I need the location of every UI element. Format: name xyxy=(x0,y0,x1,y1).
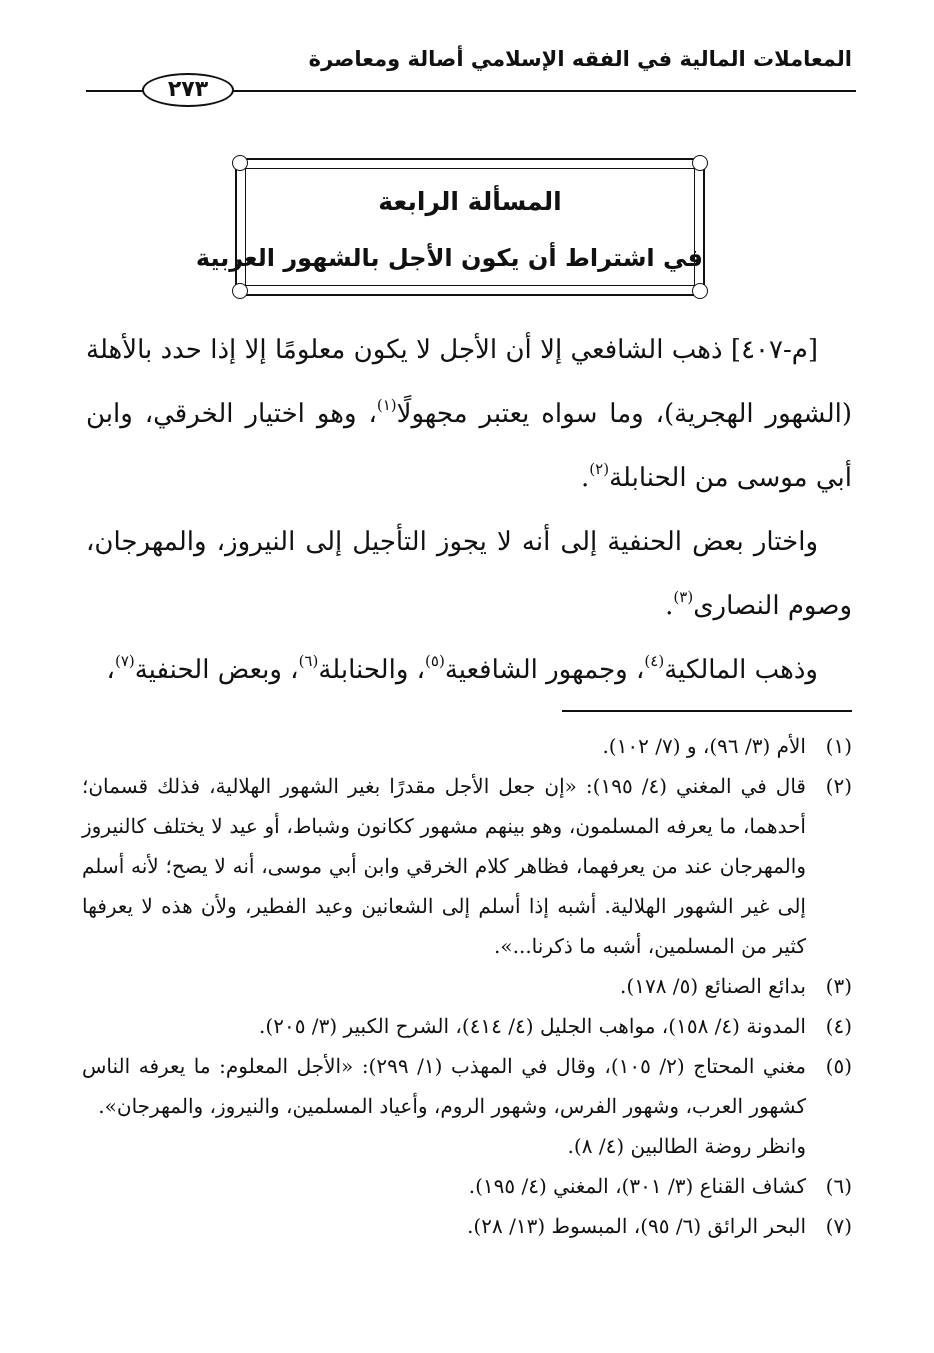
footnote-separator xyxy=(562,710,852,712)
frame-corner-ornament-icon xyxy=(692,155,708,171)
footnote-item xyxy=(82,766,852,966)
footnote-text: المدونة (٤/ ١٥٨)، مواهب الجليل (٤/ ٤١٤)، الشرح الكبير (٣/ ٢٠٥). xyxy=(259,1014,806,1038)
section-subheading: في اشتراط أن يكون الأجل بالشهور العربية xyxy=(195,244,703,272)
footnote-number: (٦) xyxy=(825,1174,852,1198)
footnote-ref[interactable]: (٥) xyxy=(425,652,445,670)
footnote-ref[interactable]: (٤) xyxy=(644,652,665,670)
footnote-item xyxy=(82,1006,852,1046)
paragraph-3-text-c: ، والحنابلة xyxy=(318,655,426,685)
paragraph-3 xyxy=(86,638,852,702)
footnote-ref[interactable]: (٦) xyxy=(298,652,319,670)
section-title-frame xyxy=(195,158,705,296)
paragraph-3-text-e: ، xyxy=(106,655,115,685)
footnote-continuation: وانظر روضة الطالبين (٤/ ٨). xyxy=(567,1134,806,1158)
paragraph-1-text-a: [م-٤٠٧] ذهب الشافعي إلا أن الأجل لا يكون معلومًا إلا إذا حدد بالأهلة (الشهور الهجرية)، وما سواه يعتبر مجهولًا xyxy=(86,335,852,429)
paragraph-2-text-a: واختار بعض الحنفية إلى أنه لا يجوز التأجيل إلى النيروز، والمهرجان، وصوم النصارى xyxy=(86,527,852,621)
paragraph-3-text-a: وذهب المالكية xyxy=(664,655,818,685)
footnote-text: قال في المغني (٤/ ١٩٥): «إن جعل الأجل مقدرًا بغير الشهور الهلالية، فذلك قسمان؛ أحدهما، ما يعرفه المسلمون، وهو بينهم مشهور ككانون وشباط، أو عيد لا يختلف كالنيروز والمهرجان عند من يعرفهما، فظاهر كلام الخرقي وابن أبي موسى، أنه لا يصح؛ لأنه أسلم إلى غير الشهور الهلالية. أشبه إذا أسلم إلى الشعانين وعيد الفطير، ولأن هذه لا يعرفها كثير من المسلمين، أشبه ما ذكرنا...». xyxy=(82,774,806,958)
footnote-ref[interactable]: (١) xyxy=(376,396,397,414)
frame-corner-ornament-icon xyxy=(232,283,248,299)
footnote-item xyxy=(82,1166,852,1206)
paragraph-1 xyxy=(86,318,852,510)
footnote-text: مغني المحتاج (٢/ ١٠٥)، وقال في المهذب (١/ ٢٩٩): «الأجل المعلوم: ما يعرفه الناس كشهور العرب، وشهور الفرس، وشهور الروم، وأعياد المسلمين، والنيروز، والمهرجان». xyxy=(82,1054,806,1118)
page-number: ٢٧٣ xyxy=(142,73,234,107)
paragraph-3-text-d: ، وبعض الحنفية xyxy=(134,655,299,685)
paragraph-2 xyxy=(86,510,852,638)
footnote-item xyxy=(82,966,852,1006)
footnote-number: (٣) xyxy=(825,974,852,998)
footnote-item xyxy=(82,1046,852,1126)
footnote-number: (١) xyxy=(825,734,852,758)
paragraph-1-text-c: . xyxy=(581,463,590,493)
footnotes xyxy=(82,726,852,1246)
footnote-ref[interactable]: (٣) xyxy=(673,588,694,606)
footnote-number: (٧) xyxy=(825,1214,852,1238)
section-heading: المسألة الرابعة xyxy=(378,187,562,216)
paragraph-1-text-b: ، وهو اختيار الخرقي، وابن أبي موسى من الحنابلة xyxy=(86,399,852,493)
footnote-text: كشاف القناع (٣/ ٣٠١)، المغني (٤/ ١٩٥). xyxy=(468,1174,806,1198)
footnote-number: (٥) xyxy=(825,1054,852,1078)
paragraph-3-text-b: ، وجمهور الشافعية xyxy=(444,655,645,685)
footnote-item xyxy=(82,726,852,766)
footnote-text: بدائع الصنائع (٥/ ١٧٨). xyxy=(620,974,806,998)
footnote-ref[interactable]: (٧) xyxy=(114,652,135,670)
paragraph-2-text-b: . xyxy=(665,591,674,621)
running-title: المعاملات المالية في الفقه الإسلامي أصالة ومعاصرة xyxy=(308,47,852,71)
frame-corner-ornament-icon xyxy=(232,155,248,171)
footnote-number: (٢) xyxy=(825,774,852,798)
footnote-text: البحر الرائق (٦/ ٩٥)، المبسوط (١٣/ ٢٨). xyxy=(467,1214,806,1238)
footnote-text: الأم (٣/ ٩٦)، و (٧/ ١٠٢). xyxy=(602,734,806,758)
footnote-ref[interactable]: (٢) xyxy=(589,460,610,478)
footnote-number: (٤) xyxy=(825,1014,852,1038)
footnote-item xyxy=(82,1206,852,1246)
frame-corner-ornament-icon xyxy=(692,283,708,299)
